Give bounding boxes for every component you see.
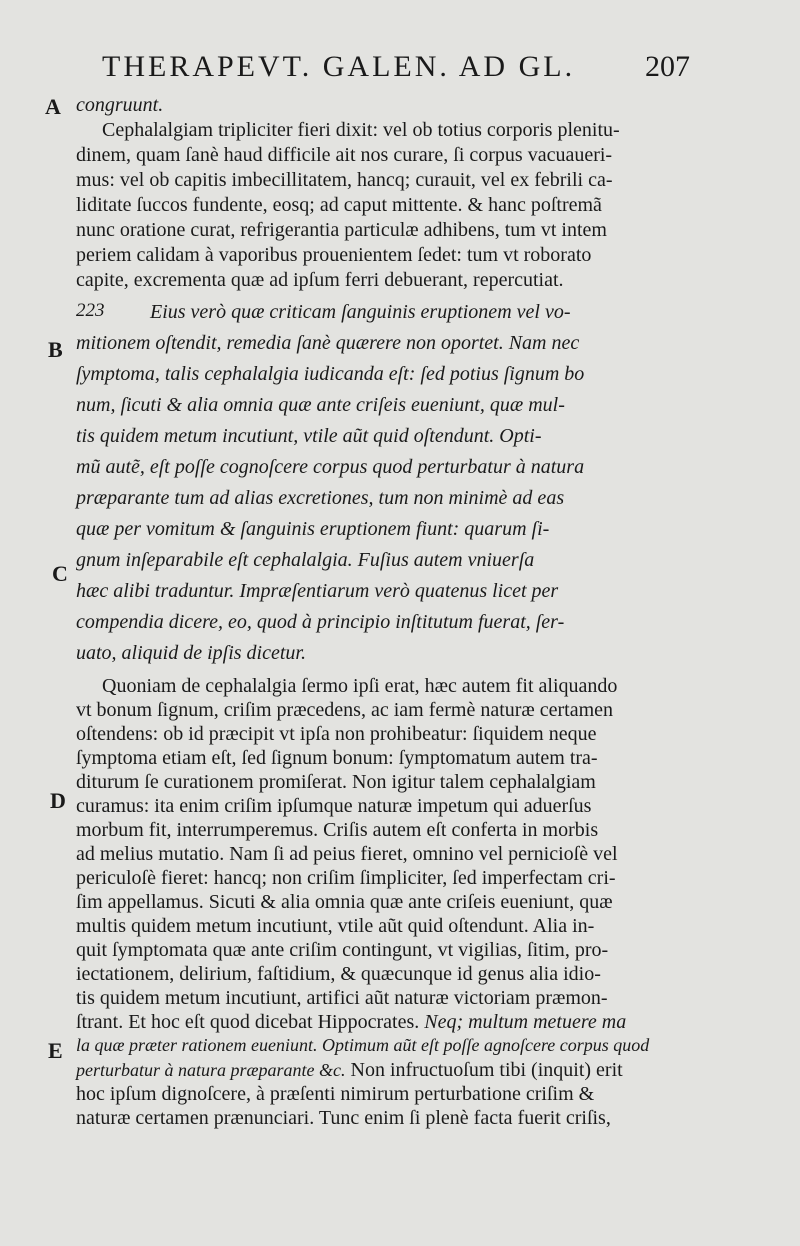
para3-line-17 [76, 1060, 623, 1080]
para1-line-7: capite, excrementa quæ ad ipſum ferri debuerant, repercutiat. [76, 269, 564, 291]
para2-line-1: Eius verò quæ criticam ſanguinis eruptionem vel vo- [150, 301, 571, 323]
paragraph-number: 223 [76, 300, 105, 321]
para3-line-17-italic: perturbatur à natura præparante &c. [76, 1060, 346, 1080]
para3-line-1: Quoniam de cephalalgia ſermo ipſi erat, hæc autem fit aliquando [102, 675, 618, 697]
para3-line-6: curamus: ita enim criſim ipſumque naturæ impetum qui aduerſus [76, 795, 592, 817]
margin-letter-c: C [52, 561, 68, 586]
para3-line-13: iectationem, delirium, faſtidium, & quæcunque id genus alia idio- [76, 963, 601, 985]
para2-line-10: hæc alibi traduntur. Impræſentiarum verò quatenus licet per [76, 580, 559, 602]
para1-line-3: mus: vel ob capitis imbecillitatem, hancq; curauit, vel ex febrili ca- [76, 169, 613, 191]
margin-letter-e: E [48, 1038, 63, 1063]
para2-line-9: gnum inſeparabile eſt cephalalgia. Fuſius autem vniuerſa [76, 549, 535, 571]
para3-line-11: multis quidem metum incutiunt, vtile aũt quid oſtendunt. Alia in- [76, 915, 595, 937]
para3-line-8: ad melius mutatio. Nam ſi ad peius fieret, omnino vel pernicioſè vel [76, 843, 618, 865]
para3-line-5: diturum ſe curationem promiſerat. Non igitur talem cephalalgiam [76, 771, 596, 793]
para3-line-19: naturæ certamen prænunciari. Tunc enim ſi plenè facta fuerit criſis, [76, 1107, 611, 1129]
para3-line-9: periculoſè fieret: hancq; non criſim ſimpliciter, ſed imperfectam cri- [76, 867, 616, 889]
para2-line-6: mũ autẽ, eſt poſſe cognoſcere corpus quod perturbatur à natura [76, 456, 585, 478]
para3-line-12: quit ſymptomata quæ ante criſim contingunt, vt vigilias, ſitim, pro- [76, 939, 609, 961]
para2-line-3: ſymptoma, talis cephalalgia iudicanda eſt: ſed potius ſignum bo [76, 363, 585, 385]
para3-line-14: tis quidem metum incutiunt, artifici aũt naturæ victoriam præmon- [76, 987, 608, 1009]
para3-line-7: morbum fit, interrumperemus. Criſis autem eſt conferta in morbis [76, 819, 599, 841]
para3-line-15-italic: Neq; multum metuere ma [424, 1011, 627, 1033]
para3-line-17-roman: Non infructuoſum tibi (inquit) erit [350, 1059, 623, 1081]
margin-letter-a: A [45, 94, 61, 119]
margin-letter-d: D [50, 788, 66, 813]
para3-line-15 [76, 1012, 626, 1032]
para2-line-2: mitionem oſtendit, remedia ſanè quærere non oportet. Nam nec [76, 332, 580, 354]
para1-line-6: periem calidam à vaporibus prouenientem ſedet: tum vt roborato [76, 244, 592, 266]
para3-line-16: la quæ præter rationem eueniunt. Optimum aũt eſt poſſe agnoſcere corpus quod [76, 1035, 650, 1055]
para3-line-3: oſtendens: ob id præcipit vt ipſa non prohibeatur: ſiquidem neque [76, 723, 597, 745]
intro-italic-line: congruunt. [76, 94, 164, 116]
para3-line-10: ſim appellamus. Sicuti & alia omnia quæ ante criſeis eueniunt, quæ [76, 891, 613, 913]
para2-line-4: num, ſicuti & alia omnia quæ ante criſeis eueniunt, quæ mul- [76, 394, 565, 416]
running-header-title: THERAPEVT. GALEN. AD GL. [102, 50, 576, 83]
margin-letter-b: B [48, 337, 63, 362]
para3-line-15-roman: ſtrant. Et hoc eſt quod dicebat Hippocrates. [76, 1011, 420, 1033]
para3-line-18: hoc ipſum dignoſcere, à præſenti nimirum perturbatione criſim & [76, 1083, 595, 1105]
para1-line-5: nunc oratione curat, refrigerantia particulæ adhibens, tum vt intem [76, 219, 607, 241]
para2-line-11: compendia dicere, eo, quod à principio inſtitutum fuerat, ſer- [76, 611, 565, 633]
para1-line-2: dinem, quam ſanè haud difficile ait nos curare, ſi corpus vacuaueri- [76, 144, 613, 166]
para3-line-4: ſymptoma etiam eſt, ſed ſignum bonum: ſymptomatum autem tra- [76, 747, 598, 769]
para1-line-1: Cephalalgiam tripliciter fieri dixit: vel ob totius corporis plenitu- [102, 119, 620, 141]
para2-line-7: præparante tum ad alias excretiones, tum non minimè ad eas [76, 487, 565, 509]
para2-line-5: tis quidem metum incutiunt, vtile aũt quid oſtendunt. Opti- [76, 425, 542, 447]
page-number: 207 [645, 50, 690, 83]
para2-line-8: quæ per vomitum & ſanguinis eruptionem fiunt: quarum ſi- [76, 518, 550, 540]
para3-line-2: vt bonum ſignum, criſim præcedens, ac iam fermè naturæ certamen [76, 699, 614, 721]
para1-line-4: liditate ſuccos fundente, eosq; ad caput mittente. & hanc poſtremã [76, 194, 602, 216]
para2-line-12: uato, aliquid de ipſis dicetur. [76, 642, 306, 664]
